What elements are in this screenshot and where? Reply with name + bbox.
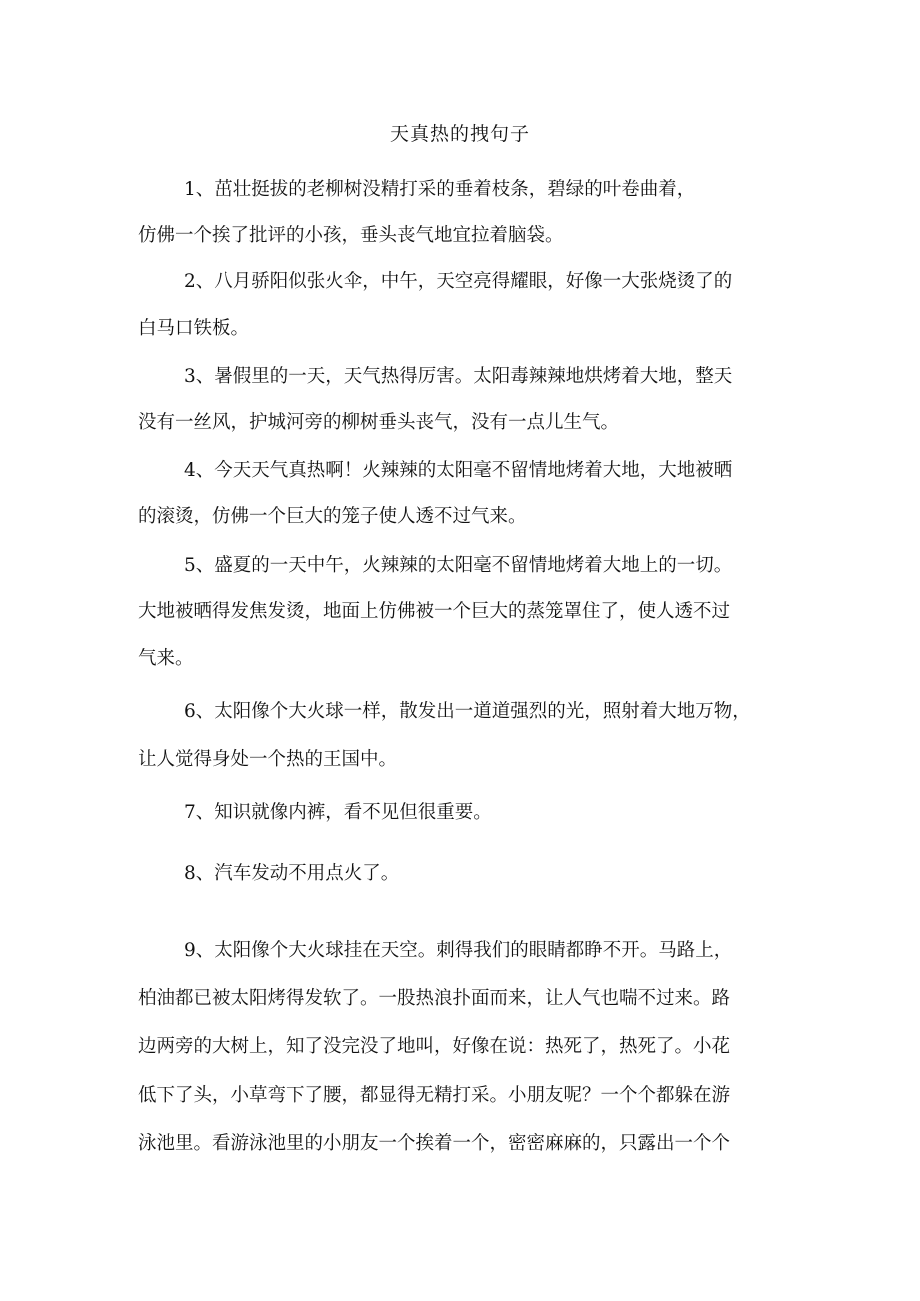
paragraph-2-line-1: 2、八月骄阳似张火伞，中午，天空亮得耀眼，好像一大张烧烫了的 bbox=[184, 271, 733, 292]
paragraph-9-line-5: 泳池里。看游泳池里的小朋友一个挨着一个，密密麻麻的，只露出一个个 bbox=[138, 1133, 731, 1154]
paragraph-3-line-2: 没有一丝风，护城河旁的柳树垂头丧气，没有一点儿生气。 bbox=[138, 412, 620, 433]
paragraph-4-line-1: 4、今天天气真热啊！火辣辣的太阳毫不留情地烤着大地，大地被晒 bbox=[184, 460, 733, 481]
paragraph-6-line-2: 让人觉得身处一个热的王国中。 bbox=[138, 749, 398, 770]
paragraph-1-line-1: 1、茁壮挺拔的老柳树没精打采的垂着枝条，碧绿的叶卷曲着， bbox=[184, 179, 696, 200]
paragraph-6-line-1: 6、太阳像个大火球一样，散发出一道道强烈的光，照射着大地万物， bbox=[184, 701, 751, 722]
paragraph-5-line-3: 气来。 bbox=[138, 648, 194, 669]
paragraph-7-line-1: 7、知识就像内裤，看不见但很重要。 bbox=[184, 802, 492, 823]
document-title: 天真热的拽句子 bbox=[389, 123, 530, 145]
paragraph-2-line-2: 白马口铁板。 bbox=[138, 318, 250, 339]
paragraph-9-line-3: 边两旁的大树上，知了没完没了地叫，好像在说：热死了，热死了。小花 bbox=[138, 1036, 731, 1057]
paragraph-5-line-1: 5、盛夏的一天中午，火辣辣的太阳毫不留情地烤着大地上的一切。 bbox=[184, 555, 733, 576]
paragraph-8-line-1: 8、汽车发动不用点火了。 bbox=[184, 863, 400, 884]
paragraph-9-line-1: 9、太阳像个大火球挂在天空。刺得我们的眼睛都睁不开。马路上， bbox=[184, 940, 733, 961]
paragraph-4-line-2: 的滚烫，仿佛一个巨大的笼子使人透不过气来。 bbox=[138, 506, 527, 527]
paragraph-9-line-4: 低下了头，小草弯下了腰，都显得无精打采。小朋友呢？一个个都躲在游 bbox=[138, 1085, 731, 1106]
paragraph-3-line-1: 3、暑假里的一天，天气热得厉害。太阳毒辣辣地烘烤着大地，整天 bbox=[184, 366, 733, 387]
paragraph-5-line-2: 大地被晒得发焦发烫，地面上仿佛被一个巨大的蒸笼罩住了，使人透不过 bbox=[138, 601, 731, 622]
paragraph-1-line-2: 仿佛一个挨了批评的小孩，垂头丧气地宜拉着脑袋。 bbox=[138, 225, 564, 246]
paragraph-9-line-2: 柏油都已被太阳烤得发软了。一股热浪扑面而来，让人气也喘不过来。路 bbox=[138, 988, 731, 1009]
